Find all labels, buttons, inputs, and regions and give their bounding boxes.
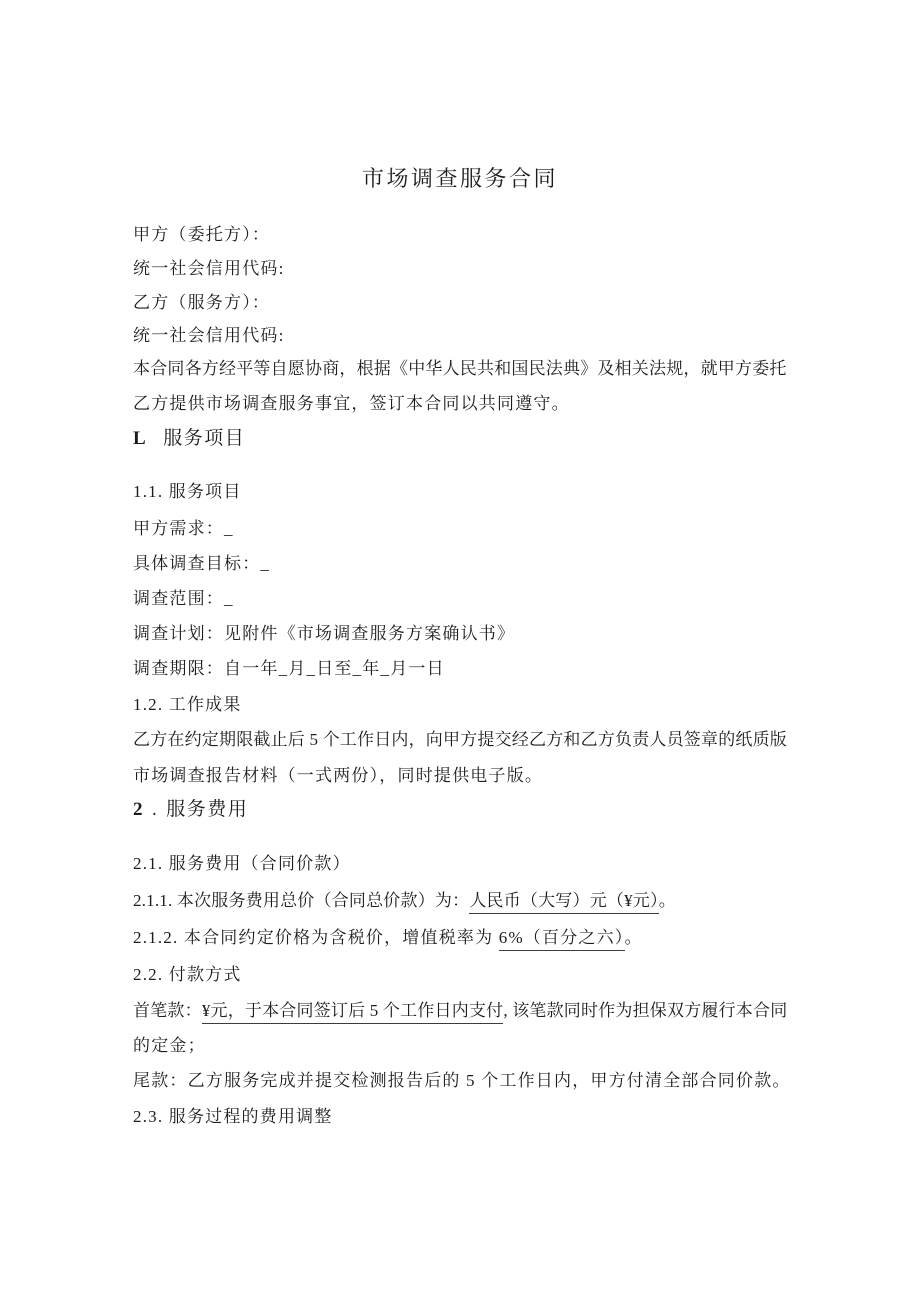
party-a-line: 甲方（委托方）： (133, 225, 271, 244)
section-1-title: 服务项目 (163, 428, 246, 449)
first-payment-prefix: 首笔款： (133, 1001, 202, 1020)
clause-2-1-2-prefix: 2.1.2. 本合同约定价格为含税价，增值税率为 (133, 928, 499, 947)
section-2-title: 服务费用 (166, 799, 249, 820)
final-payment-line: 尾款：乙方服务完成并提交检测报告后的 5 个工作日内，甲方付清全部合同价款。 (133, 1071, 791, 1090)
deposit-tail-line: 的定金； (133, 1036, 206, 1055)
first-payment-line (133, 998, 787, 1023)
party-b-line: 乙方（服务方）： (133, 293, 271, 312)
preamble-line-1: 本合同各方经平等自愿协商，根据《中华人民共和国民法典》及相关法规，就甲方委托 (133, 359, 787, 378)
survey-target-line: 具体调查目标：_ (133, 554, 271, 573)
clause-2-1-1-suffix: 。 (658, 891, 676, 910)
party-b-credit-code-line: 统一社会信用代码: (133, 326, 285, 345)
survey-period-line: 调查期限：自一年_月_日至_年_月一日 (133, 659, 445, 678)
clause-2-1-heading: 2.1. 服务费用（合同价款） (133, 854, 351, 873)
party-a-credit-code-line: 统一社会信用代码: (133, 259, 285, 278)
work-result-line-1: 乙方在约定期限截止后 5 个工作日内，向甲方提交经乙方和乙方负责人员签章的纸质版 (133, 730, 787, 749)
survey-scope-line: 调查范围：_ (133, 589, 234, 608)
client-needs-line: 甲方需求：_ (133, 519, 234, 538)
clause-2-1-2-underlined-blank: 6%（百分之六） (499, 928, 625, 951)
section-2-separator: . (152, 799, 159, 820)
clause-1-1-heading: 1.1. 服务项目 (133, 482, 242, 501)
section-2-number: 2 (133, 799, 144, 820)
contract-title: 市场调查服务合同 (361, 166, 558, 191)
section-1-number: L (133, 428, 148, 449)
work-result-line-2: 市场调查报告材料（一式两份），同时提供电子版。 (133, 766, 544, 785)
clause-2-1-1-underlined-blank: 人民币（大写）元（¥元） (469, 891, 658, 914)
clause-2-1-2-line (133, 925, 643, 950)
first-payment-suffix: , 该笔款同时作为担保双方履行本合同 (503, 1001, 788, 1020)
clause-2-1-1-prefix: 2.1.1. 本次服务费用总价（合同总价款）为： (133, 891, 470, 910)
survey-plan-line: 调查计划：见附件《市场调查服务方案确认书》 (133, 624, 516, 643)
clause-2-3-heading: 2.3. 服务过程的费用调整 (133, 1107, 333, 1126)
clause-1-2-heading: 1.2. 工作成果 (133, 695, 242, 714)
preamble-line-2: 乙方提供市场调查服务事宜，签订本合同以共同遵守。 (133, 394, 570, 413)
section-2-heading (133, 797, 248, 822)
clause-2-2-heading: 2.2. 付款方式 (133, 965, 242, 984)
clause-2-1-1-line (133, 888, 676, 913)
first-payment-underlined-blank: ¥元，于本合同签订后 5 个工作日内支付 (202, 1001, 504, 1024)
clause-2-1-2-suffix: 。 (624, 928, 643, 947)
section-1-heading (133, 426, 245, 451)
